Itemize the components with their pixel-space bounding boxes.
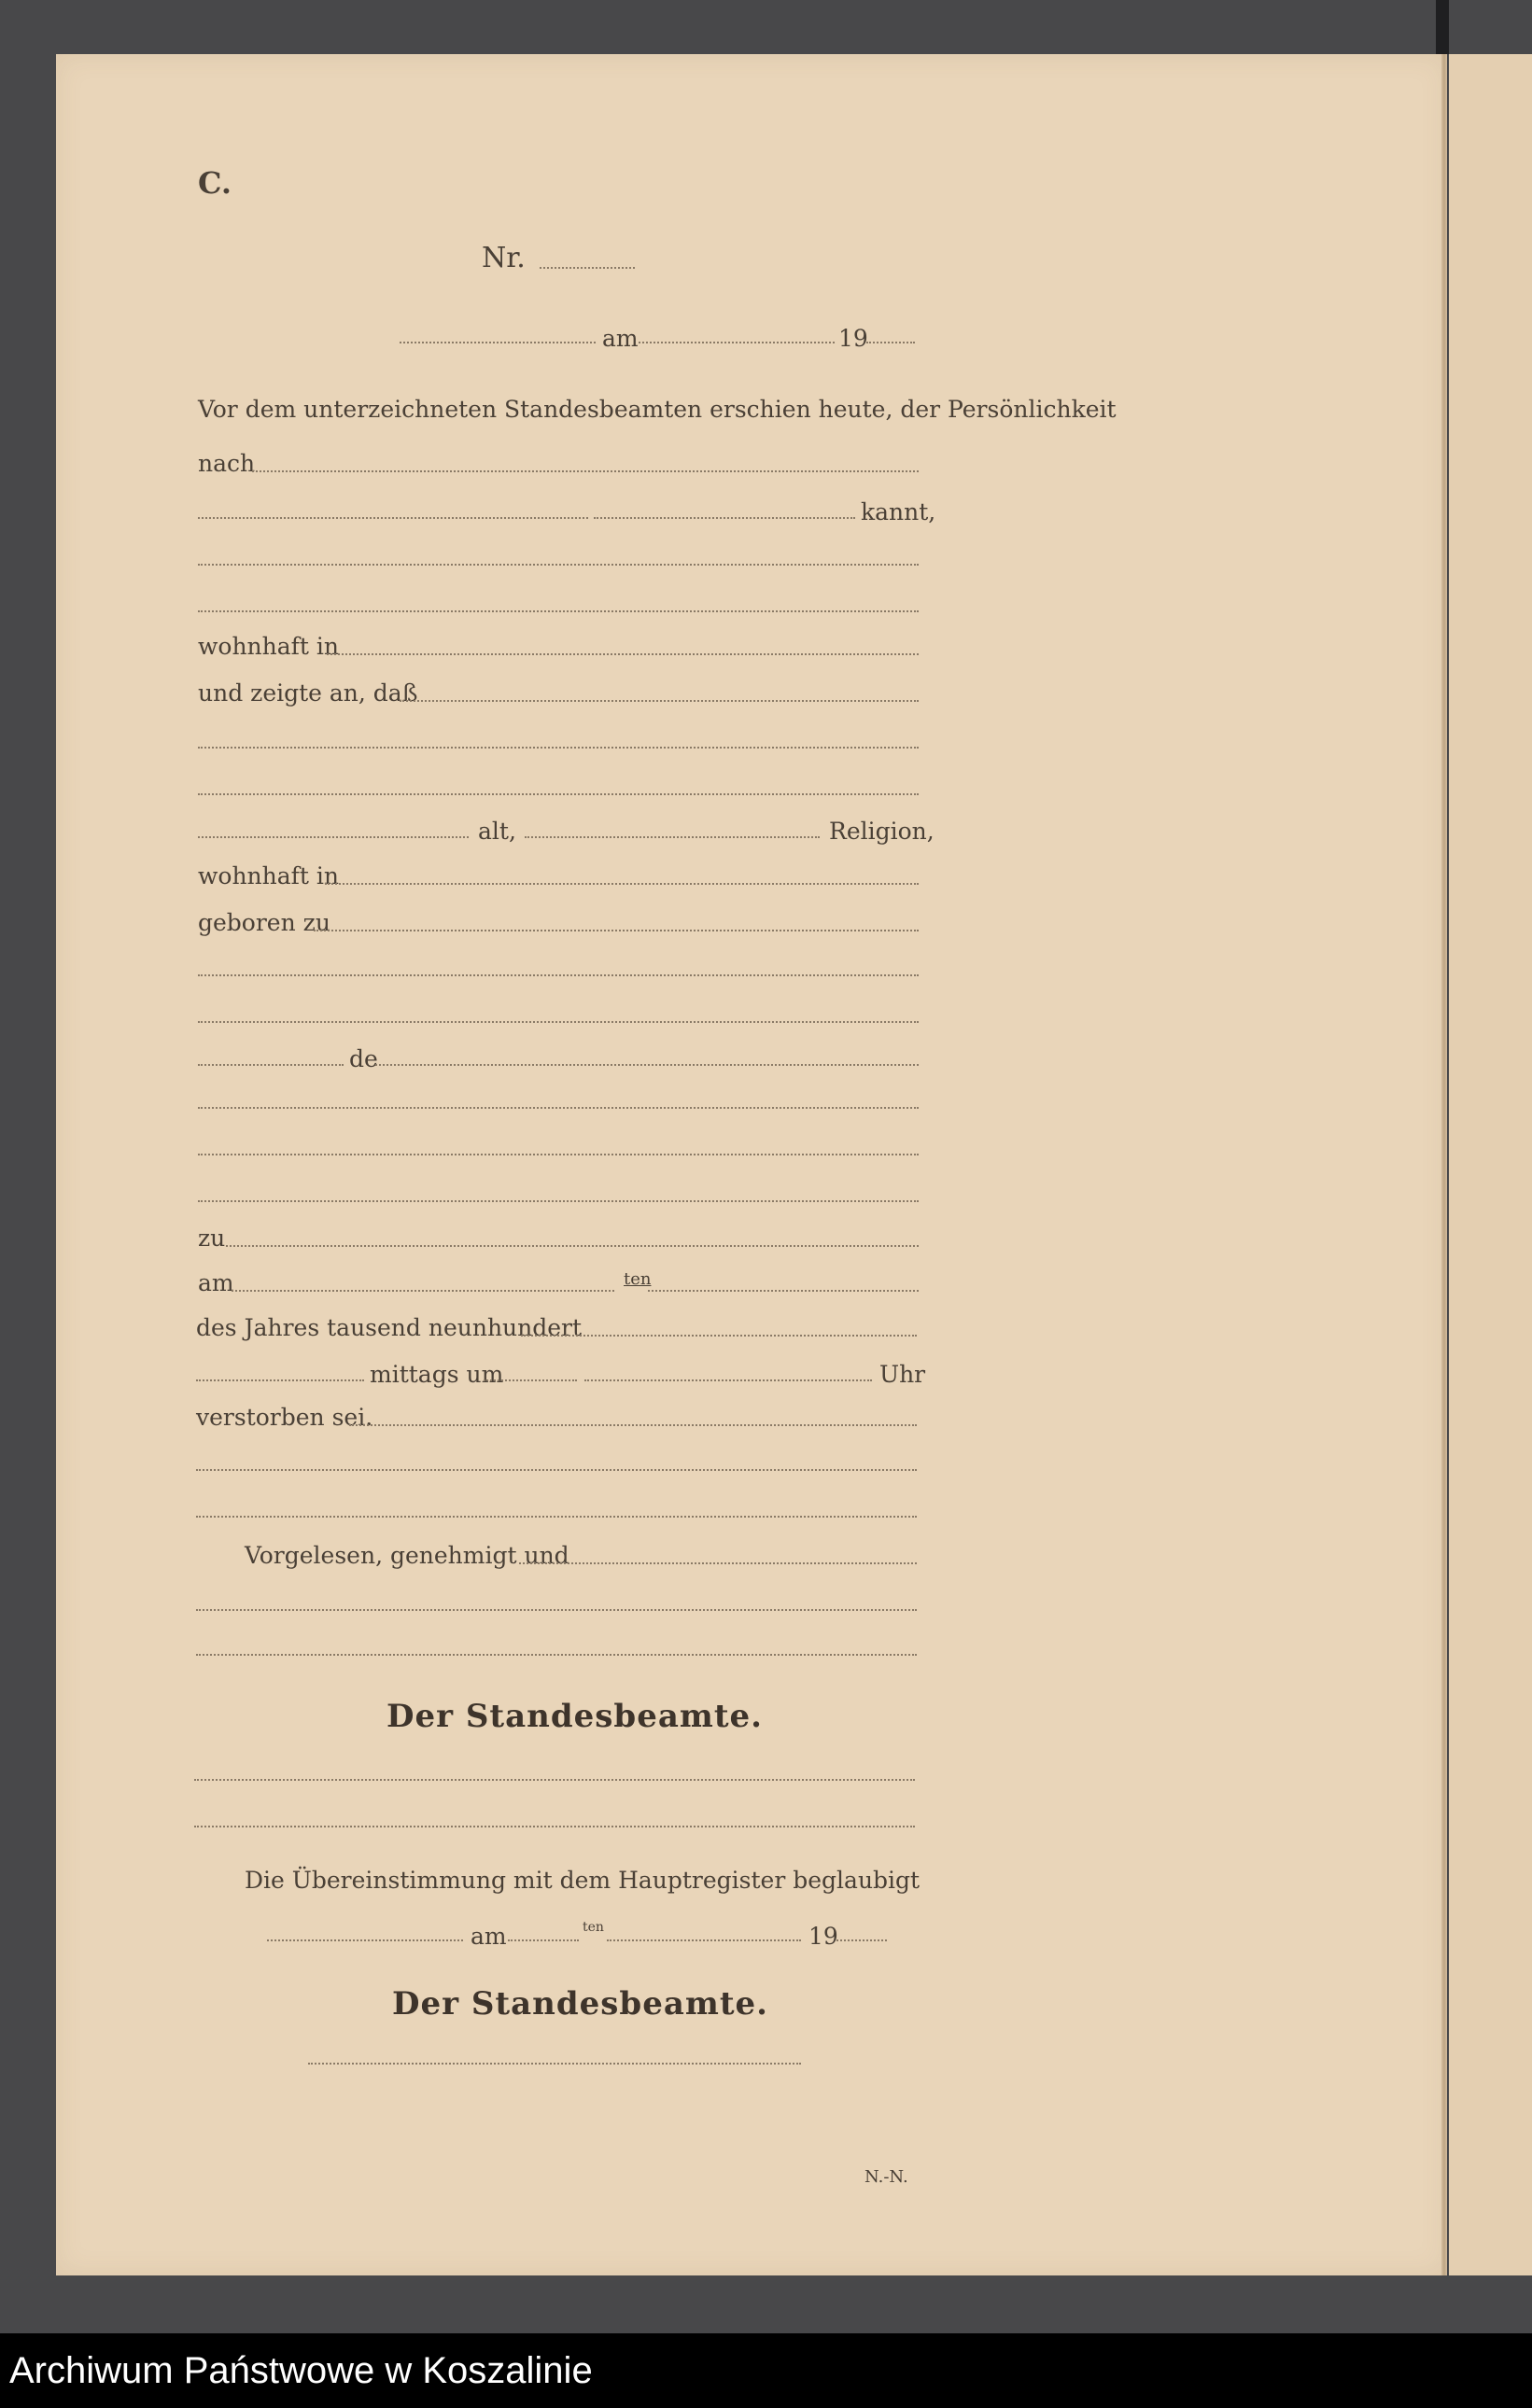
line-row-18	[198, 1200, 919, 1202]
zu-label: zu	[198, 1225, 226, 1252]
de-line	[375, 1064, 919, 1066]
line-row-16	[198, 1107, 919, 1109]
uhr-label: Uhr	[879, 1361, 926, 1388]
line-row-27	[196, 1609, 917, 1611]
cert-year-line	[836, 1939, 887, 1941]
signature-line-1	[194, 1779, 915, 1781]
line-row-3a	[198, 517, 588, 519]
am-date-label: am	[198, 1269, 234, 1296]
place-line	[400, 342, 596, 343]
cert-am-label: am	[471, 1923, 507, 1950]
cert-year-prefix: 19	[808, 1923, 838, 1950]
des-jahres-line	[521, 1335, 917, 1337]
date-line	[639, 342, 835, 343]
mittags-label: mittags um	[370, 1361, 504, 1388]
cert-date-line-2	[607, 1939, 801, 1941]
cert-place-line	[267, 1939, 463, 1941]
nr-label: Nr.	[482, 242, 526, 274]
year-line	[866, 342, 915, 343]
religion-line	[525, 836, 820, 838]
cert-signature-line	[308, 2063, 801, 2065]
page-fold	[1441, 54, 1447, 2275]
am-label: am	[602, 325, 639, 352]
und-zeigte-label: und zeigte an, daß	[198, 679, 418, 707]
geboren-zu-label: geboren zu	[198, 909, 330, 936]
archive-name: Archiwum Państwowe w Koszalinie	[9, 2350, 593, 2391]
line-row-13	[198, 974, 919, 976]
year-prefix: 19	[838, 325, 868, 352]
archive-footer	[0, 2333, 1532, 2408]
verstorben-line	[349, 1424, 917, 1426]
wohnhaft-label-1: wohnhaft in	[198, 633, 340, 660]
document-page	[56, 54, 1447, 2275]
am-date-line	[232, 1290, 614, 1292]
alt-label: alt,	[478, 818, 516, 845]
des-jahres-label: des Jahres tausend neunhundert	[196, 1314, 583, 1341]
line-row-8	[198, 747, 919, 749]
kannt-label: kannt,	[861, 498, 936, 525]
line-row-9	[198, 793, 919, 795]
verstorben-label: verstorben sei.	[196, 1404, 373, 1431]
intro-text: Vor dem unterzeichneten Standesbeamten erschien heute, der Persönlichkeit	[198, 396, 1117, 423]
und-zeigte-line	[400, 700, 919, 702]
line-row-14	[198, 1021, 919, 1023]
vorgelesen-label: Vorgelesen, genehmigt und	[245, 1542, 569, 1569]
signature-line-2	[194, 1826, 915, 1827]
adjacent-page-edge	[1449, 54, 1532, 2275]
geboren-zu-line	[314, 930, 919, 931]
cert-ten-suffix: ten	[583, 1920, 604, 1935]
vorgelesen-line	[519, 1562, 917, 1564]
de-prefix-line	[198, 1064, 344, 1066]
line-row-4	[198, 564, 919, 566]
uebereinstimmung-text: Die Übereinstimmung mit dem Hauptregister beglaubigt	[245, 1867, 921, 1894]
am-date-line-2	[648, 1290, 919, 1292]
wohnhaft-label-2: wohnhaft in	[198, 862, 340, 889]
zu-line	[226, 1245, 919, 1247]
line-row-28	[196, 1654, 917, 1656]
religion-label: Religion,	[829, 818, 935, 845]
cert-date-line-1	[508, 1939, 579, 1941]
line-row-5	[198, 610, 919, 612]
standesbeamte-heading-1: Der Standesbeamte.	[387, 1698, 764, 1735]
line-row-17	[198, 1154, 919, 1155]
wohnhaft-line-2	[325, 883, 919, 885]
form-code: N.-N.	[864, 2167, 908, 2187]
line-row-24	[196, 1469, 917, 1471]
line-row-25	[196, 1516, 917, 1518]
scan-gap	[1436, 0, 1449, 54]
nach-line	[252, 470, 919, 472]
age-line	[198, 836, 469, 838]
mittags-line-2	[584, 1379, 872, 1381]
nr-line	[540, 267, 635, 269]
de-label: de	[349, 1045, 378, 1072]
form-letter: C.	[198, 165, 232, 201]
line-row-3b	[594, 517, 855, 519]
wohnhaft-line-1	[327, 653, 919, 655]
ten-suffix: ten	[624, 1269, 652, 1289]
mittags-line-1	[484, 1379, 577, 1381]
standesbeamte-heading-2: Der Standesbeamte.	[392, 1985, 769, 2023]
mittags-prefix-line	[196, 1379, 364, 1381]
nach-label: nach	[198, 450, 256, 477]
